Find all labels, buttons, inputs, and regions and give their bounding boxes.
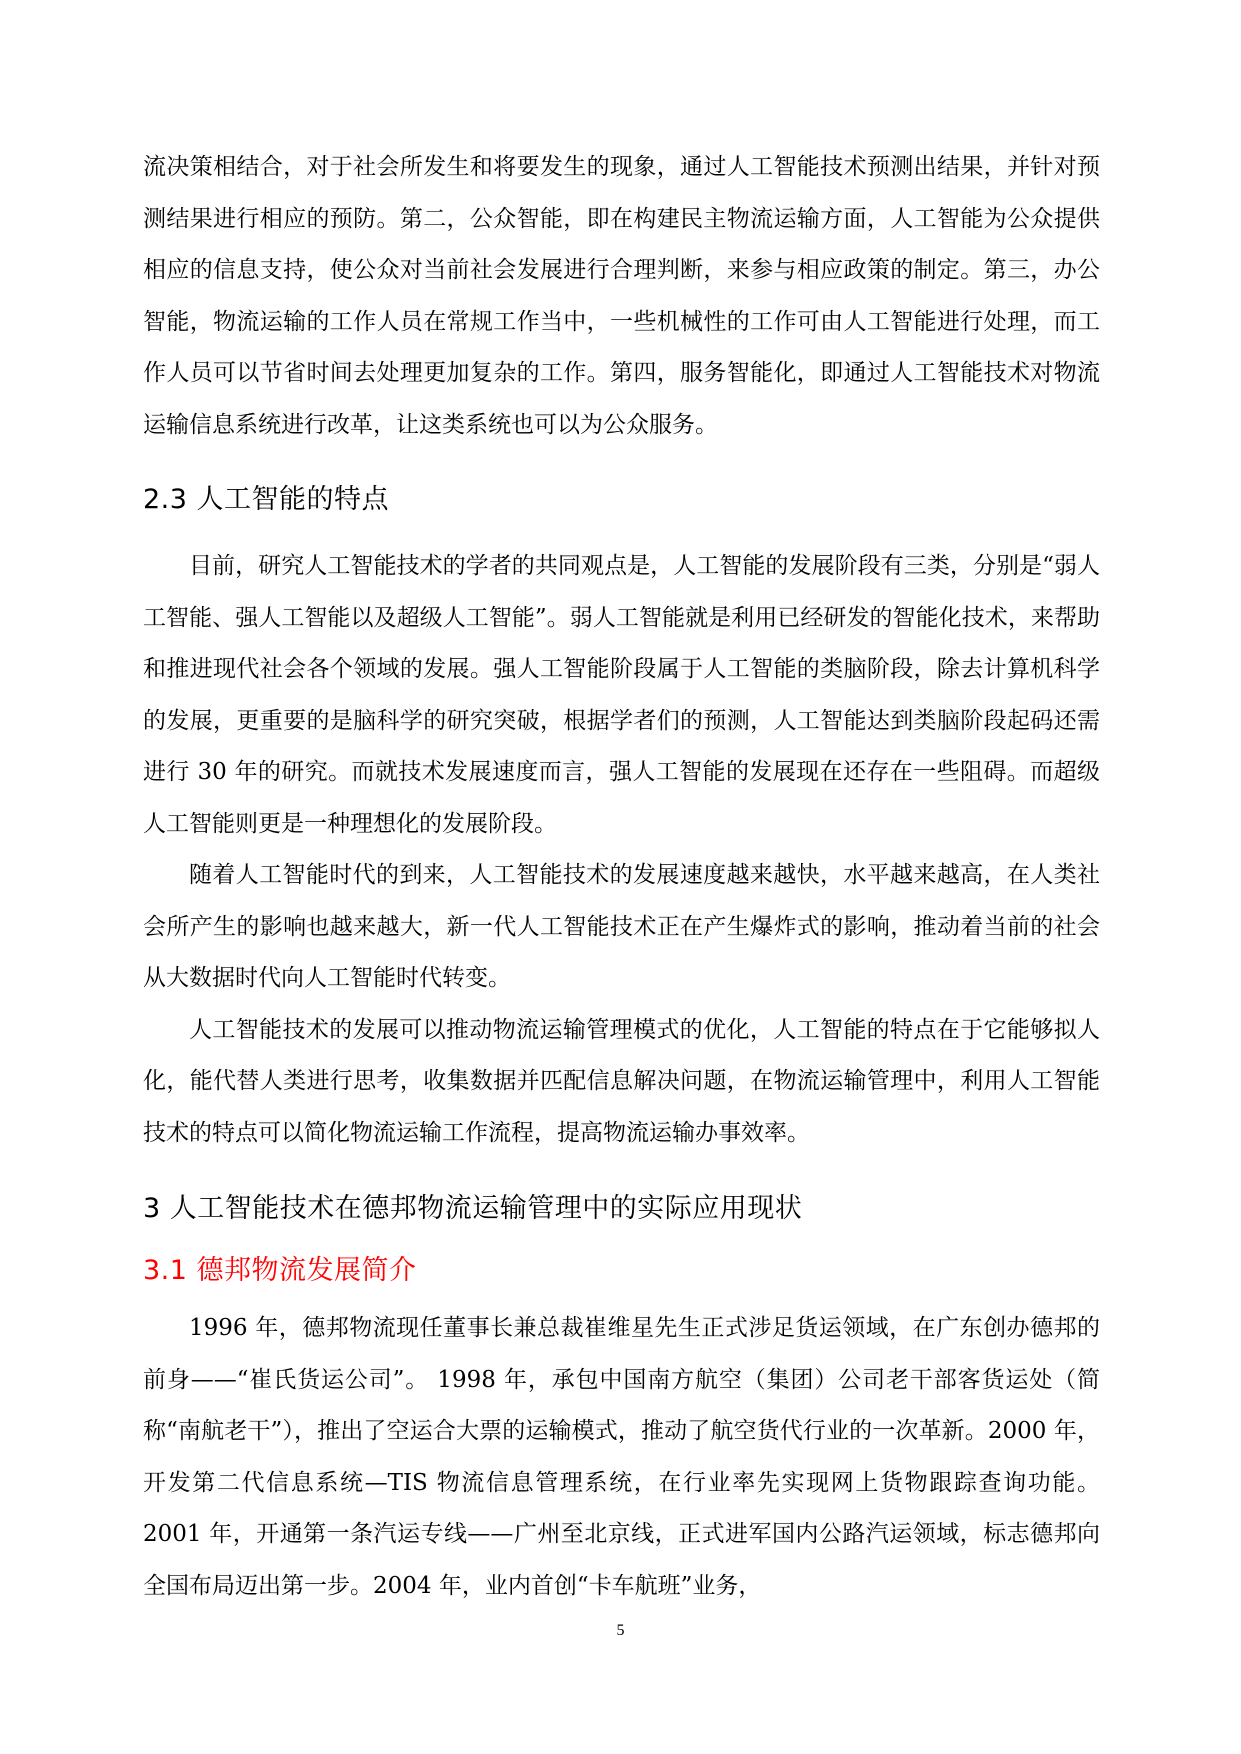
page-number: 5 <box>616 1622 625 1639</box>
paragraph: 1996 年，德邦物流现任董事长兼总裁崔维星先生正式涉足货运领域，在广东创办德邦的前身——“崔氏货运公司”。 1998 年，承包中国南方航空（集团）公司老干部客货运处（简称“南航老干”），推出了空运合大票的运输模式，推动了航空货代行业的一次革新。2000 年，开发第二代信息系统—TIS 物流信息管理系统，在行业率先实现网上货物跟踪查询功能。2001 年，开通第一条汽运专线——广州至北京线，正式进军国内公路汽运领域，标志德邦向全国布局迈出第一步。2004 年，业内首创“卡车航班”业务， <box>143 1315 1100 1599</box>
section-heading-2-3: 2.3 人工智能的特点 <box>143 484 390 515</box>
paragraph-continued: 流决策相结合，对于社会所发生和将要发生的现象，通过人工智能技术预测出结果，并针对预测结果进行相应的预防。第二，公众智能，即在构建民主物流运输方面，人工智能为公众提供相应的信息支持，使公众对当前社会发展进行合理判断，来参与相应政策的制定。第三，办公智能，物流运输的工作人员在常规工作当中，一些机械性的工作可由人工智能进行处理，而工作人员可以节省时间去处理更加复杂的工作。第四，服务智能化，即通过人工智能技术对物流运输信息系统进行改革，让这类系统也可以为公众服务。 <box>143 154 1100 438</box>
section-heading-3-1: 3.1 德邦物流发展简介 <box>143 1255 417 1286</box>
paragraph: 目前，研究人工智能技术的学者的共同观点是，人工智能的发展阶段有三类，分别是“弱人工智能、强人工智能以及超级人工智能”。弱人工智能就是利用已经研发的智能化技术，来帮助和推进现代社会各个领域的发展。强人工智能阶段属于人工智能的类脑阶段，除去计算机科学的发展，更重要的是脑科学的研究突破，根据学者们的预测，人工智能达到类脑阶段起码还需进行 30 年的研究。而就技术发展速度而言，强人工智能的发展现在还存在一些阻碍。而超级人工智能则更是一种理想化的发展阶段。 <box>143 553 1100 837</box>
paragraph: 随着人工智能时代的到来，人工智能技术的发展速度越来越快，水平越来越高，在人类社会所产生的影响也越来越大，新一代人工智能技术正在产生爆炸式的影响，推动着当前的社会从大数据时代向人工智能时代转变。 <box>143 862 1100 991</box>
section-heading-3: 3 人工智能技术在德邦物流运输管理中的实际应用现状 <box>143 1193 803 1224</box>
page-content <box>143 142 1100 1612</box>
paragraph: 人工智能技术的发展可以推动物流运输管理模式的优化，人工智能的特点在于它能够拟人化，能代替人类进行思考，收集数据并匹配信息解决问题，在物流运输管理中，利用人工智能技术的特点可以简化物流运输工作流程，提高物流运输办事效率。 <box>143 1016 1100 1146</box>
